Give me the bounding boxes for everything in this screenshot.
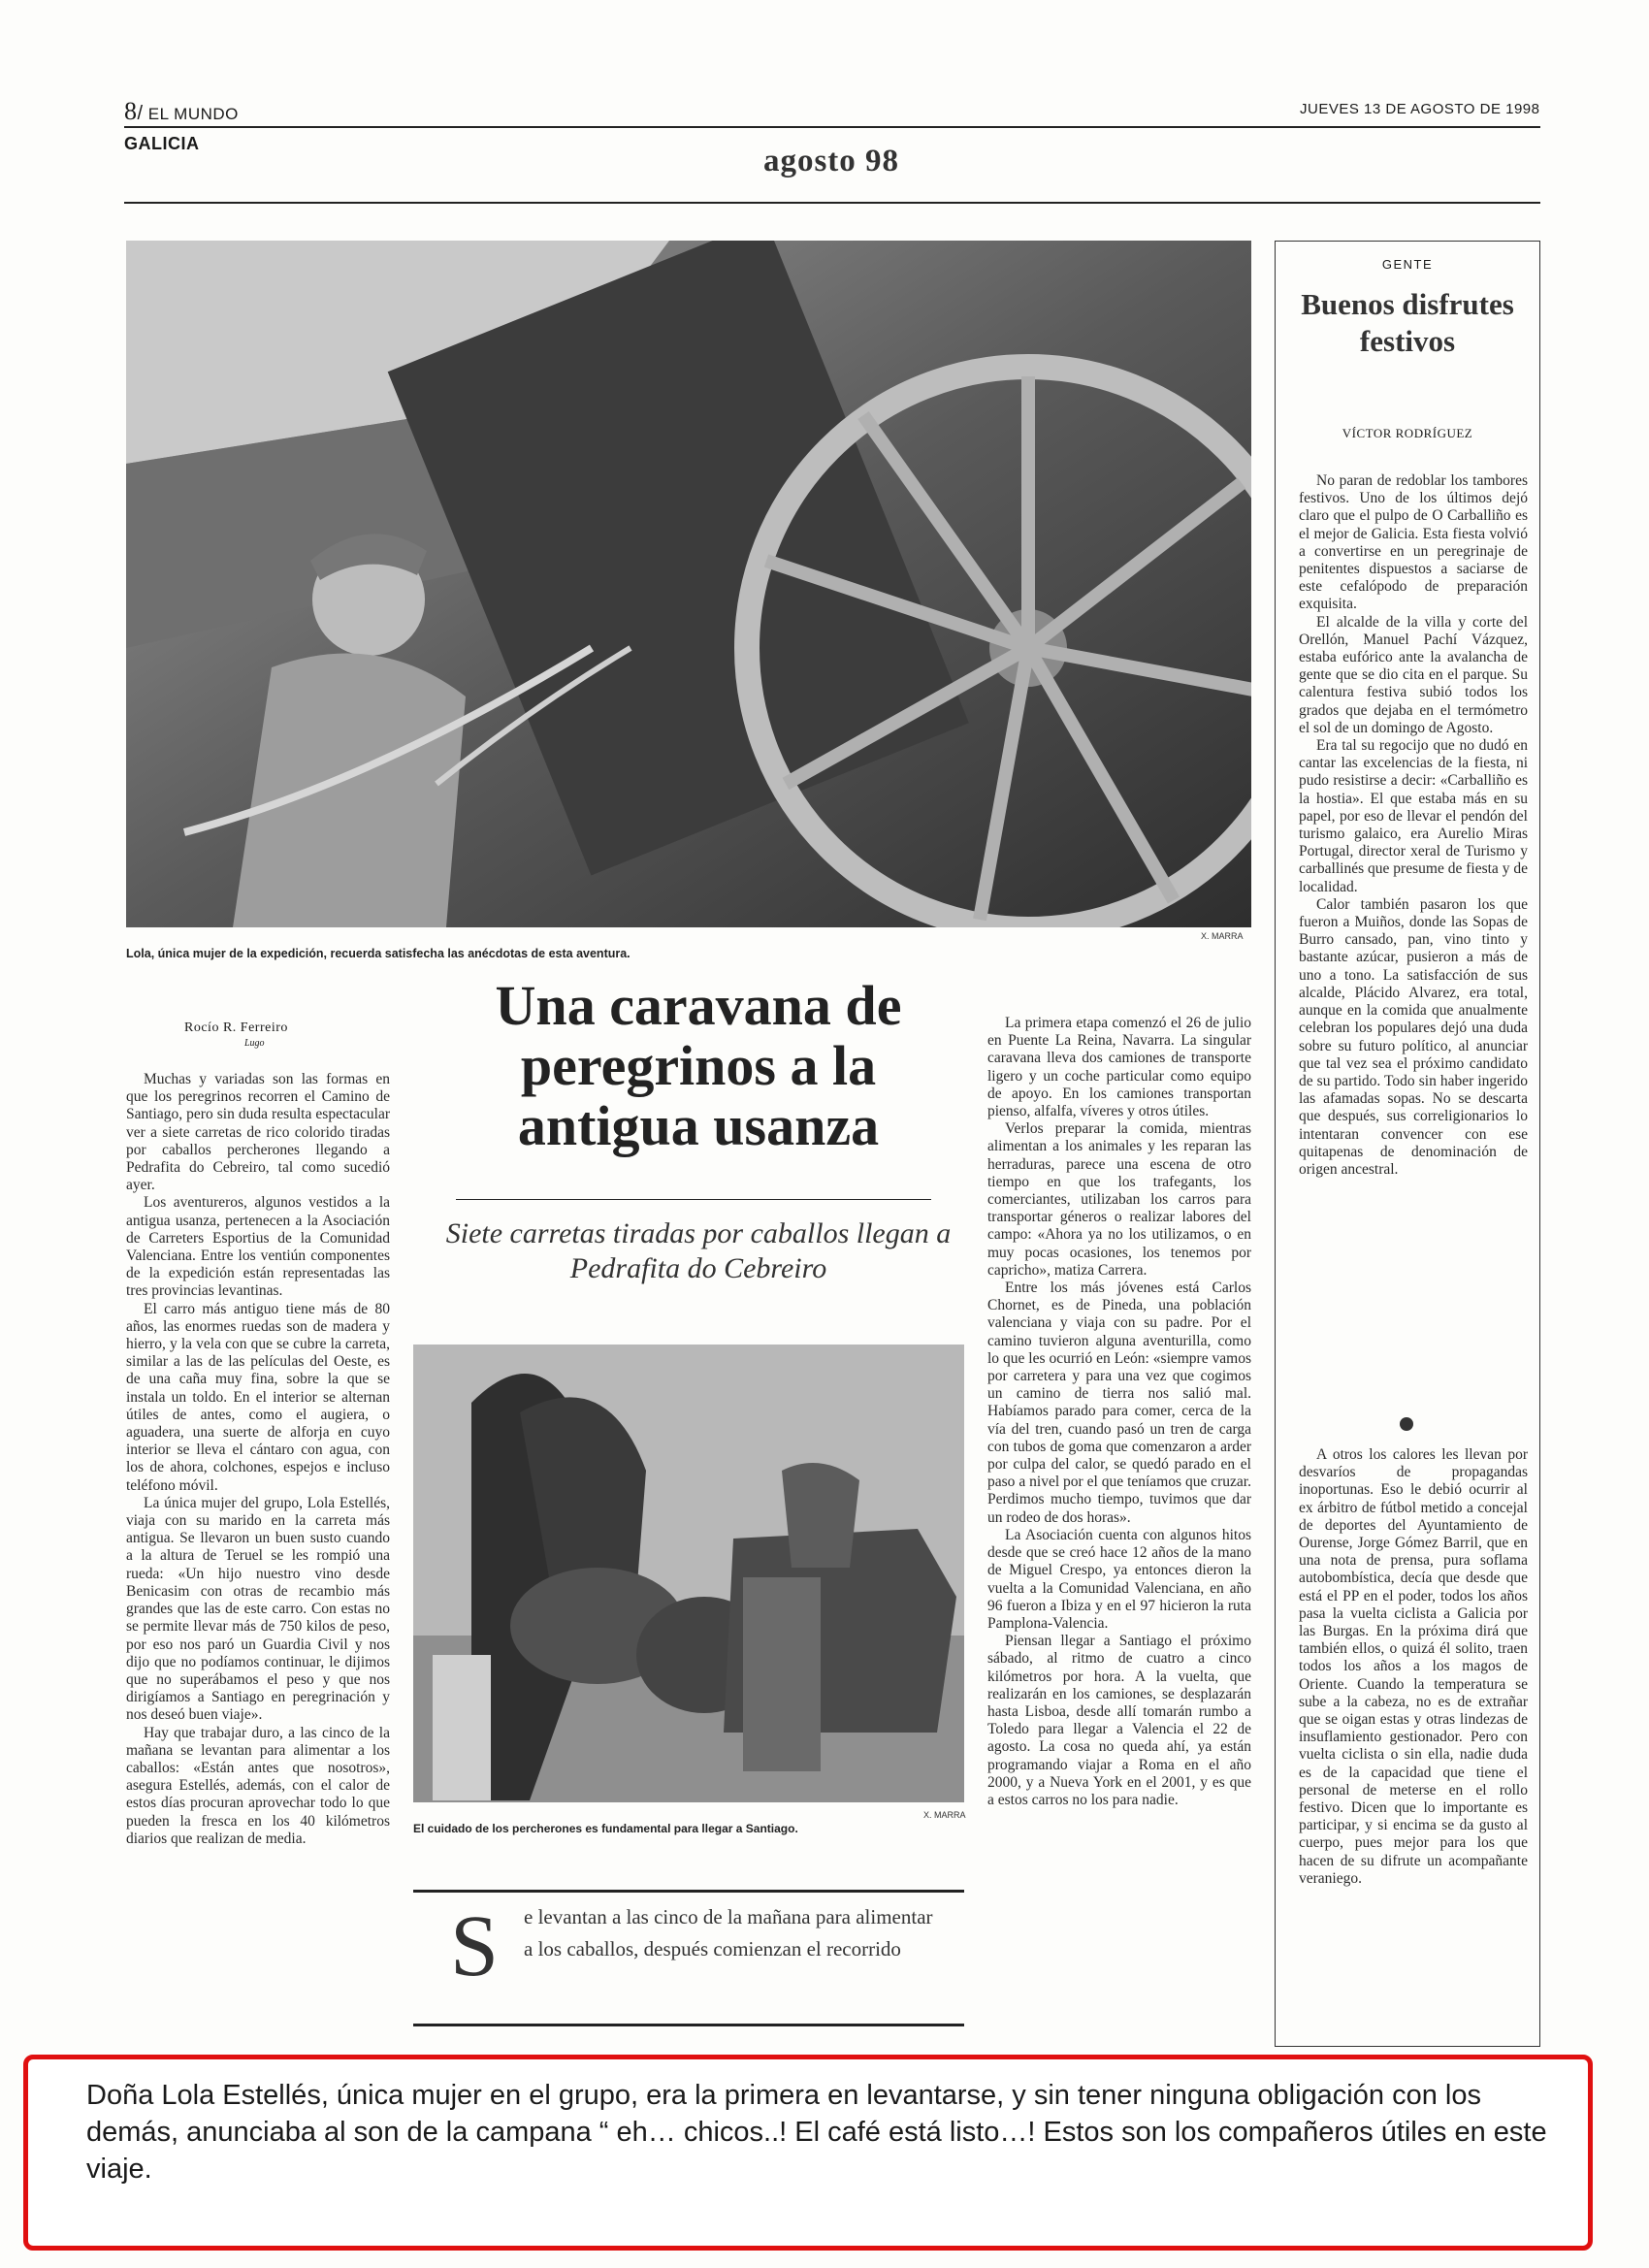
sidebar-byline: VÍCTOR RODRÍGUEZ xyxy=(1342,426,1473,440)
horses-photo-credit: X. MARRA xyxy=(923,1810,966,1820)
issue-date: JUEVES 13 DE AGOSTO DE 1998 xyxy=(1300,101,1540,117)
page-folio: 8/ EL MUNDO xyxy=(124,97,239,125)
article-paragraph: El carro más antiguo tiene más de 80 años, las enormes ruedas son de madera y hierro, y la vela con que se cubre la carreta, similar a las de las películas del Oeste, es de una caña muy fina, sobre la que se instala un toldo. En el interior se alternan útiles de antes, como el augiera, o aguadera, una suerte de alforja en cuyo interior se lleva el cántaro con agua, con los de ahora, colchones, espejos e incluso teléfono móvil. xyxy=(126,1300,390,1494)
article-headline: Una caravana de peregrinos a la antigua usanza xyxy=(495,974,902,1157)
article-paragraph: La Asociación cuenta con algunos hitos desde que se creó hace 12 años de la mano de Miguel Crespo, ya entonces dieron la vuelta a la Comunidad Valenciana, en año 96 fueron a Ibiza y en el 97 hicieron la ruta Pamplona-Valencia. xyxy=(987,1526,1251,1632)
horses-photo xyxy=(413,1345,964,1802)
article-paragraph: Muchas y variadas son las formas en que los peregrinos recorren el Camino de Santiago, pero sin duda resulta espectacular ver a siete carretas de rico colorido tiradas por caballos percherones llegando a Pedrafita do Cebreiro, tal como sucedió ayer. xyxy=(126,1071,390,1194)
article-column-3 xyxy=(987,1015,1251,2031)
annotation-box xyxy=(23,2055,1593,2251)
main-photo-caption: Lola, única mujer de la expedición, recuerda satisfecha las anécdotas de esta aventura. xyxy=(126,947,630,960)
main-photo xyxy=(126,241,1251,927)
article-paragraph: La primera etapa comenzó el 26 de julio en Puente La Reina, Navarra. La singular caravana lleva dos camiones de transporte ligero y un coche particular como equipo de apoyo. En los camiones transportan pienso, alfalfa, víveres y otros útiles. xyxy=(987,1015,1251,1120)
pullquote-initial: S xyxy=(450,1898,500,1994)
cart-wheel-photo-illustration xyxy=(126,241,1251,927)
pullquote-rule-bottom xyxy=(413,2024,964,2026)
horses-photo-caption: El cuidado de los percherones es fundamental para llegar a Santiago. xyxy=(413,1822,798,1835)
title-rule xyxy=(124,202,1540,204)
annotation-text: Doña Lola Estellés, única mujer en el grupo, era la primera en levantarse, y sin tener ninguna obligación con los demás, anunciaba al son de la campana “ eh… chicos..! El café está listo…! Estos son los compañeros útiles en este viaje. xyxy=(86,2080,1547,2185)
article-deck: Siete carretas tiradas por caballos llegan a Pedrafita do Cebreiro xyxy=(445,1217,952,1284)
section-bullet-icon xyxy=(1400,1417,1413,1431)
sidebar-paragraph: Era tal su regocijo que no dudó en cantar las excelencias de la fiesta, ni pudo resistirse a decir: «Carballiño es la hostia». El que estaba más en su papel, por eso de llevar el pendón del turismo galaico, era Aurelio Miras Portugal, director xeral de Turismo y carballinés que presume de fiesta y de localidad. xyxy=(1299,737,1528,895)
article-paragraph: La única mujer del grupo, Lola Estellés, viaja con su marido en la carreta más antigua. Se llevaron un buen susto cuando a la altura de Teruel se les rompió una rueda: «Un hijo nuestro vino desde Benicasim con otras de recambio más grandes que las de este carro. Con estas no se permite llevar más de 750 kilos de peso, por eso nos paró un Guardia Civil y nos dijo que no podíamos continuar, le dijimos que no superábamos el peso y que nos dirigíamos a Santiago en peregrinación y nos deseó buen viaje». xyxy=(126,1494,390,1724)
headline-rule xyxy=(456,1199,931,1200)
edition-title: agosto 98 xyxy=(762,144,900,178)
article-paragraph: Piensan llegar a Santiago el próximo sábado, al ritmo de cuatro a cinco kilómetros por hora. A la vuelta, que realizarán en los camiones, se desplazarán hasta Lisboa, desde allí tomarán rumbo a Toledo para llegar a Valencia el 22 de agosto. La cosa no queda ahí, ya están programando viajar a Roma en el año 2000, y a Nueva York en el 2001, y es que a estos carros no los para nadie. xyxy=(987,1633,1251,1808)
paper-name: EL MUNDO xyxy=(147,105,239,123)
sidebar-paragraph: Calor también pasaron los que fueron a Muiños, donde las Sopas de Burro cansado, pan, vino tinto y bastante azúcar, pusieron a más de uno a tono. La satisfacción de sus alcalde, Plácido Alvarez, era total, aunque en la comida que anualmente celebran los populares dejó una duda sobre su futuro político, al anunciar que tal vez sea el próximo candidato de su partido. Todo sin haber ingerido las afamadas sopas. No se descarta que después, sus correligionarios lo intentaran convencer con ese quitapenas de denominación de origen ancestral. xyxy=(1299,895,1528,1178)
page-number: 8 xyxy=(124,97,138,125)
percherones-photo-illustration xyxy=(413,1345,964,1802)
header-rule xyxy=(124,126,1540,128)
pullquote-rule-top xyxy=(413,1890,964,1893)
sidebar-kicker: GENTE xyxy=(1381,257,1434,272)
sidebar-paragraph: A otros los calores les llevan por desvaríos de propagandas inoportunas. Eso le debió ocurrir al ex árbitro de fútbol metido a concejal de deportes del Ayuntamiento de Ourense, Jorge Gómez Barril, que en una nota de prensa, pura soflama autobombística, decía que desde que está el PP en el poder, todos los años pasa la vuelta ciclista a Galicia por las Burgas. En la próxima dirá que también ellos, o quizá él solito, traen todos los años a los magos de Oriente. Cuando la temperatura se sube a la cabeza, no es de extrañar que se oigan estas y otras lindezas de insuflamiento gestionador. Pero con vuelta ciclista o sin ella, nadie duda es de la capacidad que tiene el personal de meterse en el rollo festivo. Dicen que lo importante es participar, y si encima se da gusto al cuerpo, pues mejor para los que hacen de su difrute un acompañante veraniego. xyxy=(1299,1446,1528,1887)
sidebar-paragraph: No paran de redoblar los tambores festivos. Uno de los últimos dejó claro que el pulpo de O Carballiño es el mejor de Galicia. Esta fiesta volvió a convertirse en un peregrinaje de penitentes dispuestos a saciarse de este cefalópodo de preparación exquisita. xyxy=(1299,472,1528,613)
sidebar-paragraph: El alcalde de la villa y corte del Orellón, Manuel Pachí Vázquez, estaba eufórico ante la avalancha de gente que se dio cita en el parque. Su calentura festiva subió todos los grados que dejaba en el termómetro el sol de un domingo de Agosto. xyxy=(1299,613,1528,736)
pullquote-text: e levantan a las cinco de la mañana para alimentar a los caballos, después comienzan el recorrido xyxy=(524,1905,933,1960)
article-location: Lugo xyxy=(244,1038,265,1049)
article-column-1 xyxy=(126,1071,390,2031)
sidebar-box xyxy=(1275,241,1540,2047)
sidebar-title: Buenos disfrutes festivos xyxy=(1301,287,1514,358)
article-paragraph: Verlos preparar la comida, mientras alimentan a los animales y les reparan las herraduras, parece una escena de otro tiempo en que los trafegants, los comerciantes, utilizaban los carros para transportar géneros o realizar labores del campo: «Ahora ya no los utilizamos, o en muy pocas ocasiones, los tenemos por capricho», matiza Carrera. xyxy=(987,1120,1251,1279)
article-byline: Rocío R. Ferreiro xyxy=(184,1021,288,1035)
sidebar-text-top xyxy=(1299,472,1528,1404)
article-paragraph: Hay que trabajar duro, a las cinco de la mañana se levantan para alimentar a los caballos: «Están antes que nosotros», asegura Estellés, además, con el calor de estos días procuran aprovechar todo lo que pueden la fresca en los 40 kilómetros diarios que realizan de media. xyxy=(126,1724,390,1847)
main-photo-credit: X. MARRA xyxy=(1201,931,1244,941)
section-name: GALICIA xyxy=(124,134,200,153)
sidebar-text-bottom xyxy=(1299,1446,1528,2028)
article-paragraph: Entre los más jóvenes está Carlos Chornet, es de Pineda, una población valenciana y viaja con su padre. Por el camino tuvieron alguna aventurilla, como lo que les ocurrió en León: «siempre vamos por carretera y para una vez que cogimos un camino de tierra nos salió mal. Habíamos parado para comer, cerca de la vía del tren, cuando pasó un tren de carga con tubos de goma que comenzaron a arder por culpa del calor, se quedó parado en el paso a nivel por el que teníamos que cruzar. Perdimos mucho tiempo, tuvimos que dar un rodeo de dos horas». xyxy=(987,1280,1251,1526)
article-paragraph: Los aventureros, algunos vestidos a la antigua usanza, pertenecen a la Asociación de Carreters Esportius de la Comunidad Valenciana. Entre los ventiún componentes de la expedición están representadas las tres provincias levantinas. xyxy=(126,1194,390,1300)
